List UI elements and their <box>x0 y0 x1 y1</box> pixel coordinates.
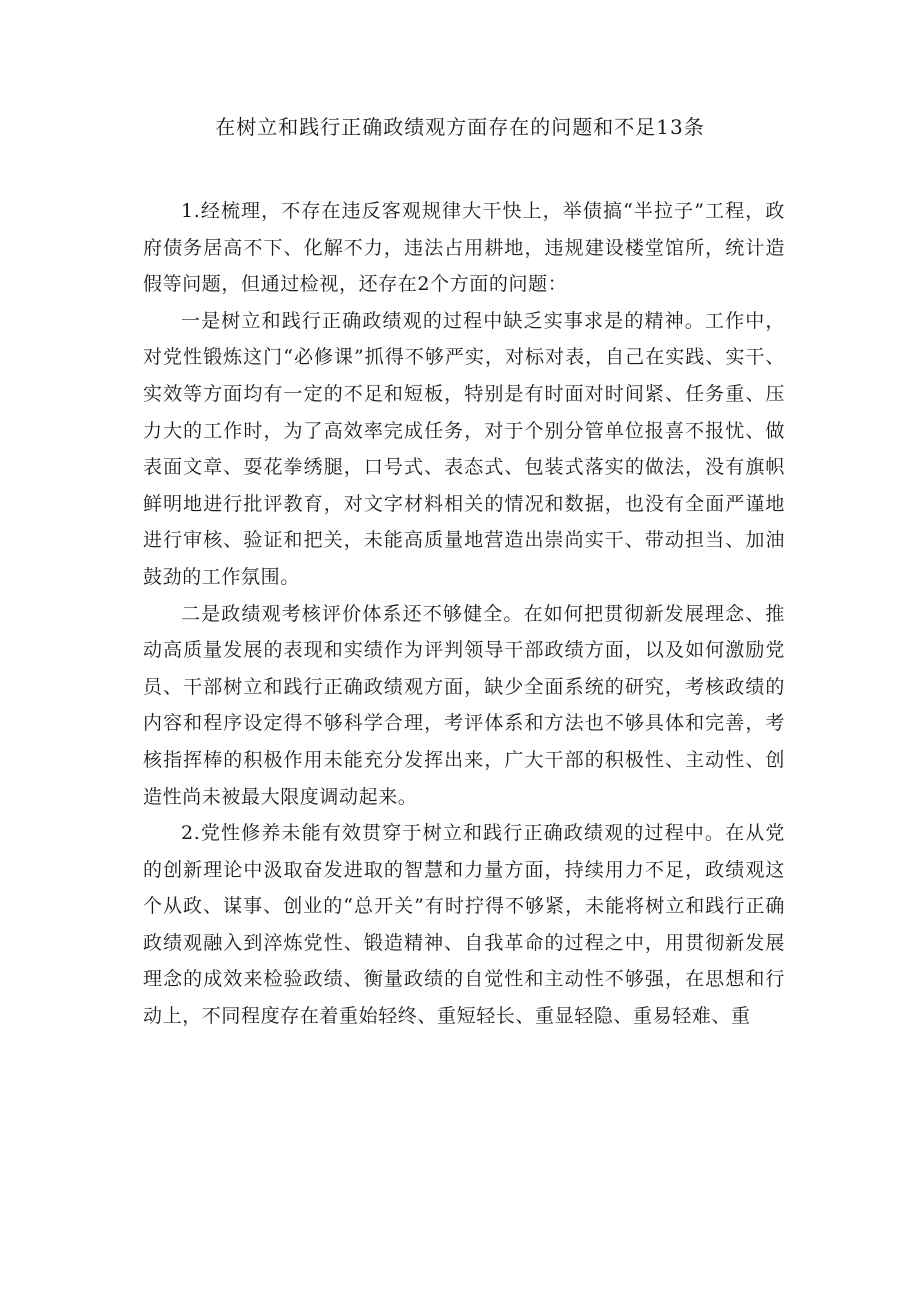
document-body <box>143 193 785 1035</box>
paragraph-1: 1.经梳理，不存在违反客观规律大干快上，举债搞“半拉子”工程，政府债务居高不下、化解不力，违法占用耕地，违规建设楼堂馆所，统计造假等问题，但通过检视，还存在2个方面的问题： <box>143 200 785 296</box>
document-title: 在树立和践行正确政绩观方面存在的问题和不足13条 <box>215 115 705 139</box>
paragraph-2: 一是树立和践行正确政绩观的过程中缺乏实事求是的精神。工作中，对党性锻炼这门“必修课”抓得不够严实，对标对表，自己在实践、实干、实效等方面均有一定的不足和短板，特别是有时面对时间紧、任务重、压力大的工作时，为了高效率完成任务，对于个别分管单位报喜不报忧、做表面文章、耍花拳绣腿，口号式、表态式、包装式落实的做法，没有旗帜鲜明地进行批评教育，对文字材料相关的情况和数据，也没有全面严谨地进行审核、验证和把关，未能高质量地营造出崇尚实干、带动担当、加油鼓劲的工作氛围。 <box>143 309 785 588</box>
paragraph-3: 二是政绩观考核评价体系还不够健全。在如何把贯彻新发展理念、推动高质量发展的表现和实绩作为评判领导干部政绩方面，以及如何激励党员、干部树立和践行正确政绩观方面，缺少全面系统的研究，考核政绩的内容和程序设定得不够科学合理，考评体系和方法也不够具体和完善，考核指挥棒的积极作用未能充分发挥出来，广大干部的积极性、主动性、创造性尚未被最大限度调动起来。 <box>143 602 785 808</box>
paragraph-4: 2.党性修养未能有效贯穿于树立和践行正确政绩观的过程中。在从党的创新理论中汲取奋发进取的智慧和力量方面，持续用力不足，政绩观这个从政、谋事、创业的“总开关”有时拧得不够紧，未能将树立和践行正确政绩观融入到淬炼党性、锻造精神、自我革命的过程之中，用贯彻新发展理念的成效来检验政绩、衡量政绩的自觉性和主动性不够强，在思想和行动上，不同程度存在着重始轻终、重短轻长、重显轻隐、重易轻难、重 <box>143 822 785 1028</box>
